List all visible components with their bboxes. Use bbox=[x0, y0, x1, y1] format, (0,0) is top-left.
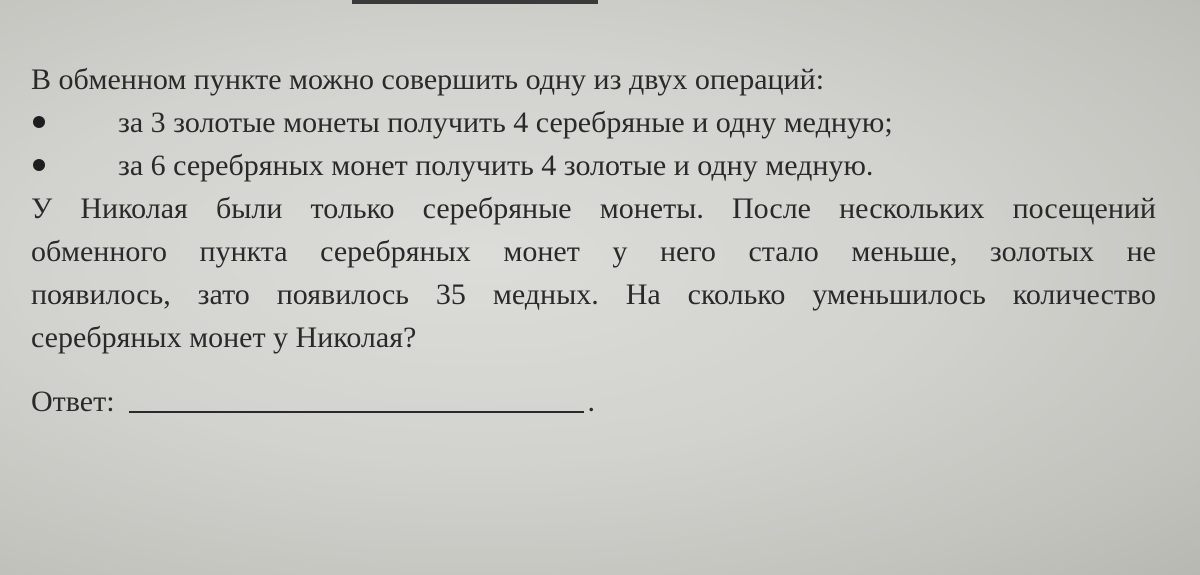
answer-label: Ответ: bbox=[31, 385, 115, 418]
bullet-icon bbox=[33, 116, 45, 128]
problem-text bbox=[31, 58, 1156, 359]
problem-body-line: появилось, зато появилось 35 медных. На сколько уменьшилось количество bbox=[31, 278, 1156, 311]
bullet-icon bbox=[33, 159, 45, 171]
problem-question: серебряных монет у Николая? bbox=[31, 321, 417, 354]
answer-blank-field[interactable] bbox=[129, 387, 584, 413]
answer-row bbox=[31, 380, 595, 423]
operation-text: за 6 серебряных монет получить 4 золотые и одну медную. bbox=[118, 149, 874, 182]
answer-terminator: . bbox=[587, 385, 596, 418]
problem-intro: В обменном пункте можно совершить одну из двух операций: bbox=[31, 63, 825, 96]
operation-text: за 3 золотые монеты получить 4 серебряные и одну медную; bbox=[118, 106, 893, 139]
problem-body-line: У Николая были только серебряные монеты. После нескольких посещений bbox=[31, 192, 1156, 225]
page-top-rule bbox=[352, 0, 598, 4]
operation-item bbox=[31, 101, 1156, 144]
problem-body-line: обменного пункта серебряных монет у него стало меньше, золотых не bbox=[31, 235, 1156, 268]
operation-item bbox=[31, 144, 1156, 187]
